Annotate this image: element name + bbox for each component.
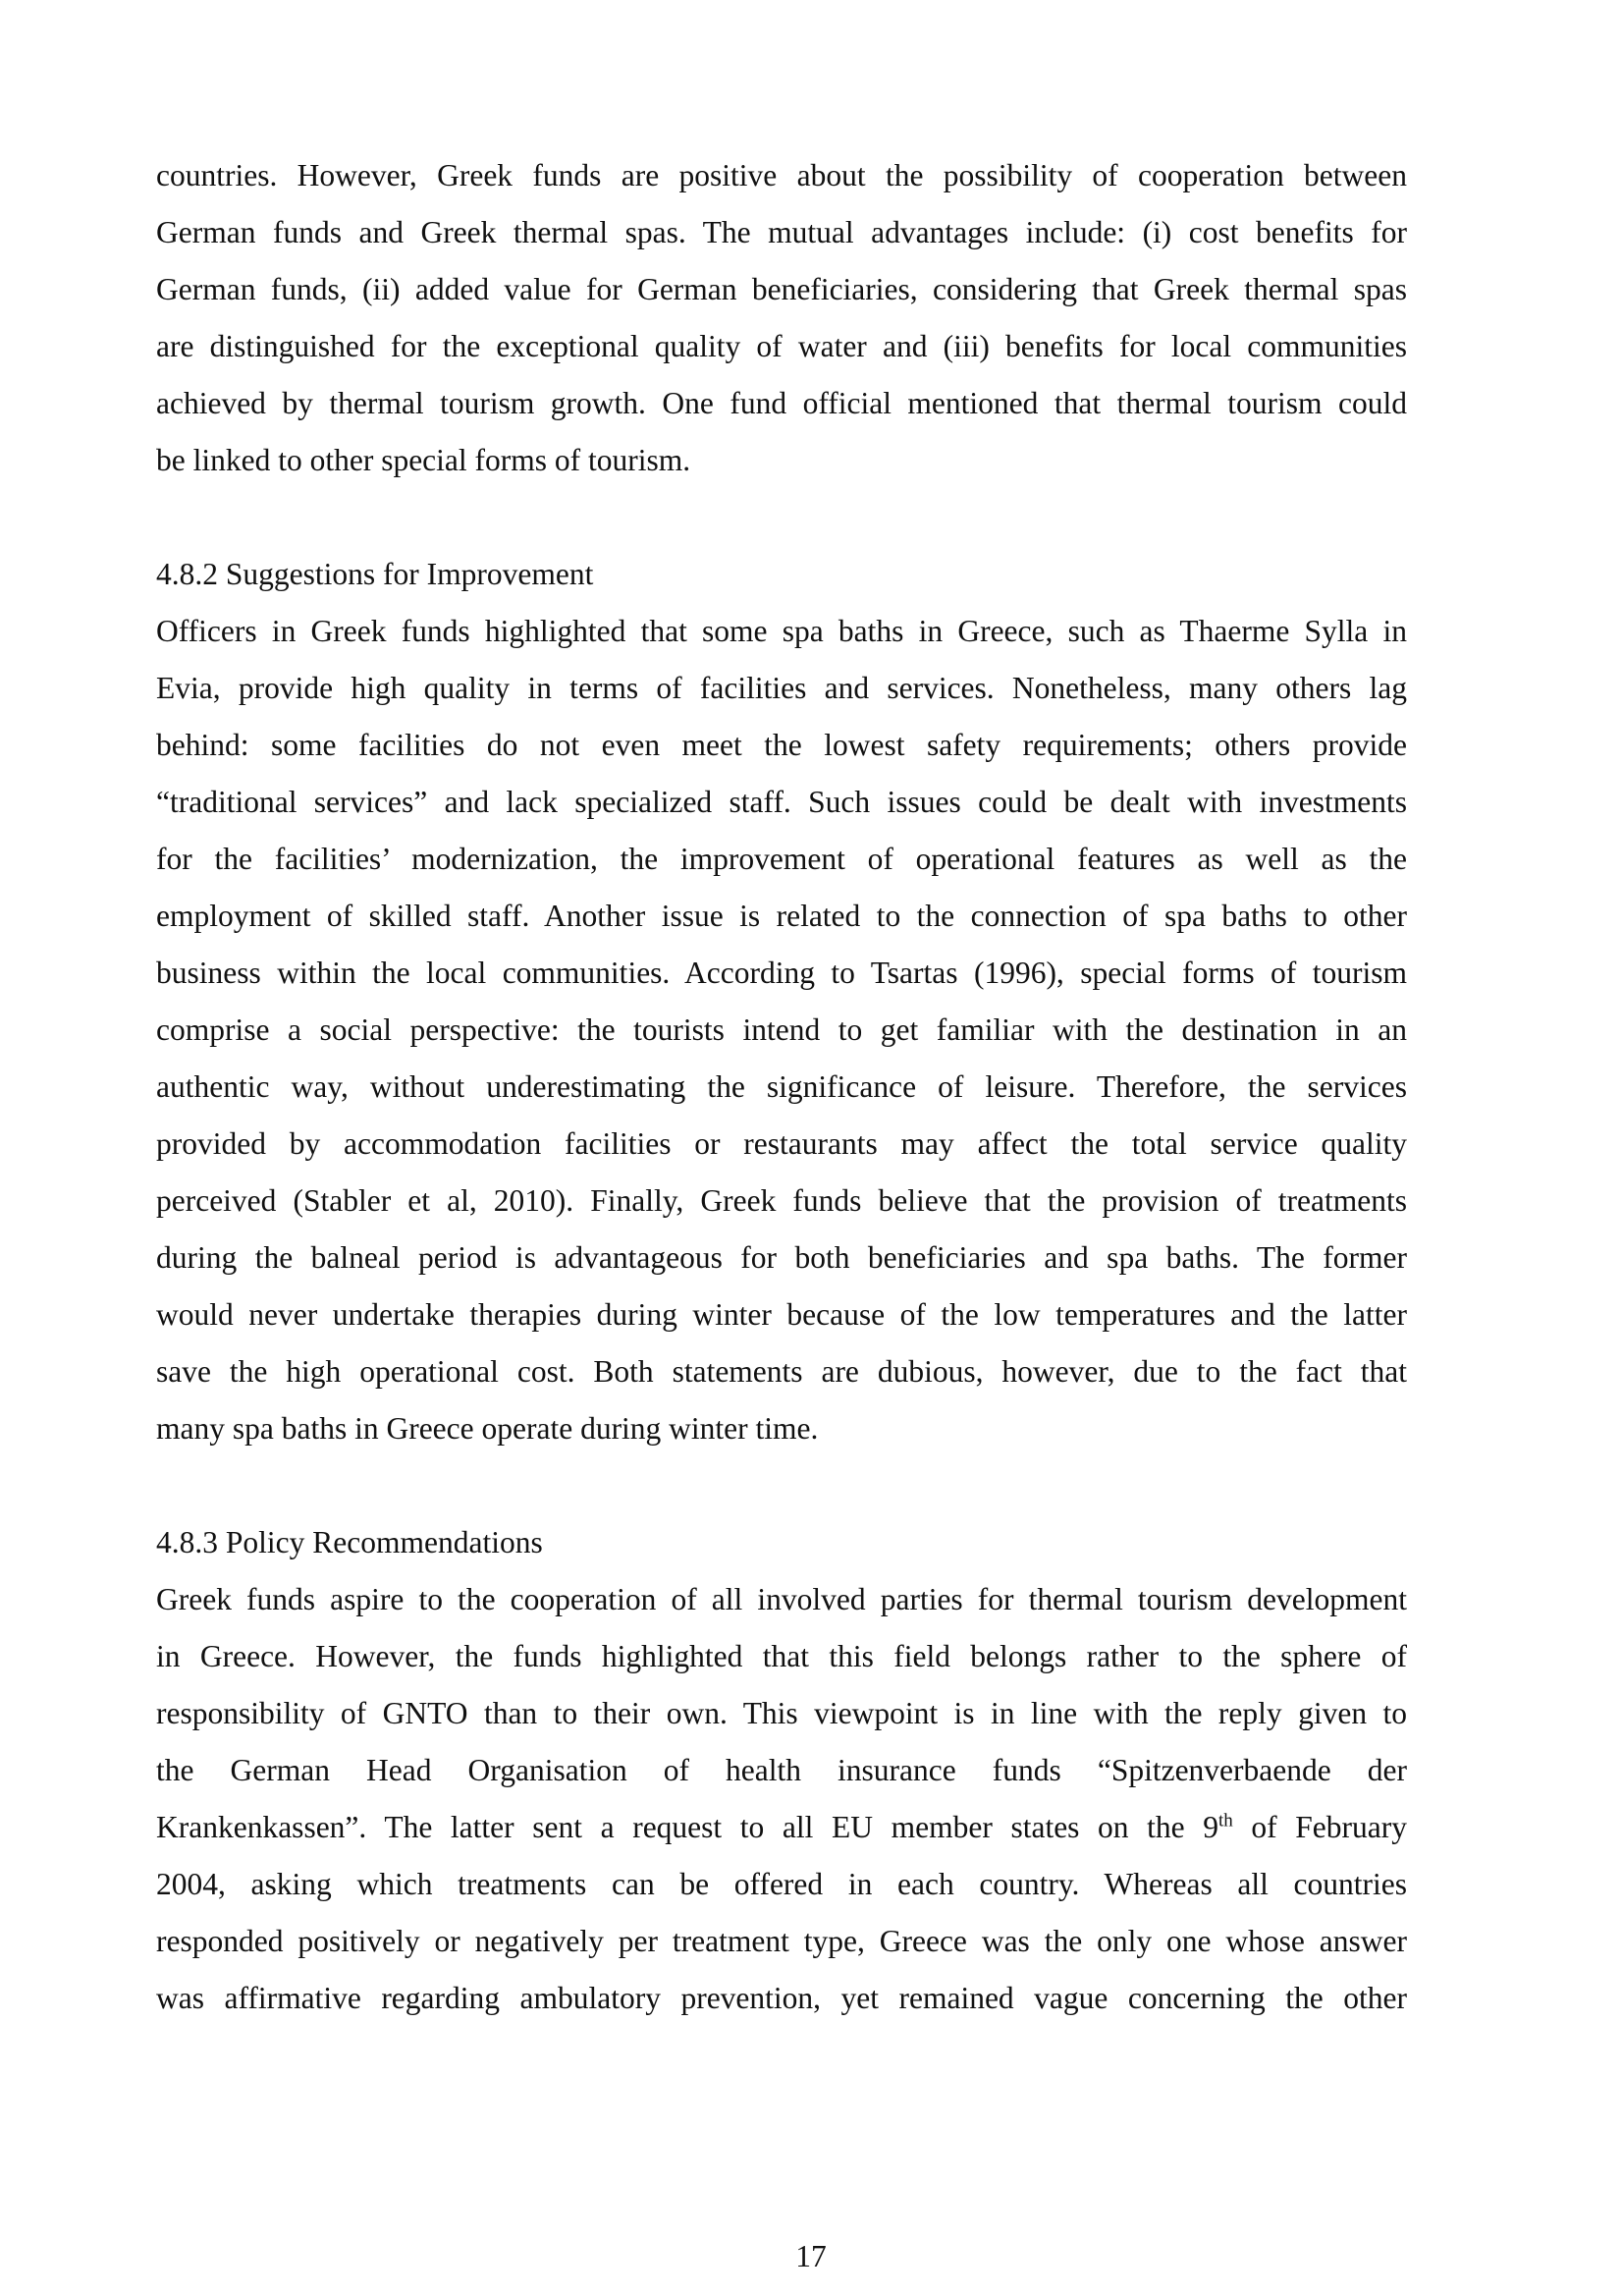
section-4-8-2-paragraph [156,603,1407,1457]
section-4-8-3-paragraph [156,1571,1407,2027]
ordinal-superscript: th [1218,1810,1233,1831]
paragraph-gap [156,489,1407,546]
section-heading-4-8-2: 4.8.2 Suggestions for Improvement [156,557,594,591]
text-line: achieved by thermal tourism growth. One fund official mentioned that thermal tourism could [156,386,1407,420]
text-line: provided by accommodation facilities or restaurants may affect the total service quality [156,1126,1407,1161]
text-line: in Greece. However, the funds highlighted that this field belongs rather to the sphere of [156,1639,1407,1673]
text-line: many spa baths in Greece operate during winter time. [156,1411,819,1446]
page-number: 17 [795,2239,827,2273]
text-fragment: Krankenkassen”. The latter sent a request to all EU member states on the 9 [156,1810,1219,1844]
text-line: Evia, provide high quality in terms of facilities and services. Nonetheless, many others lag [156,671,1407,705]
text-line: for the facilities’ modernization, the improvement of operational features as well as the [156,842,1407,876]
text-line: Officers in Greek funds highlighted that some spa baths in Greece, such as Thaerme Sylla in [156,614,1407,648]
text-line: German funds and Greek thermal spas. The mutual advantages include: (i) cost benefits for [156,215,1407,249]
paragraph-continued [156,147,1407,489]
page-body [156,147,1407,2027]
text-line: responded positively or negatively per treatment type, Greece was the only one whose answer [156,1924,1407,1958]
text-line: countries. However, Greek funds are positive about the possibility of cooperation between [156,158,1407,192]
text-fragment: of February [1232,1810,1408,1844]
text-line: perceived (Stabler et al, 2010). Finally, Greek funds believe that the provision of treatments [156,1183,1407,1218]
text-line: “traditional services” and lack specialized staff. Such issues could be dealt with investments [156,785,1407,819]
text-line: 2004, asking which treatments can be offered in each country. Whereas all countries [156,1867,1407,1901]
text-line: the German Head Organisation of health insurance funds “Spitzenverbaende der [156,1753,1407,1787]
text-line: behind: some facilities do not even meet the lowest safety requirements; others provide [156,728,1407,762]
text-line: responsibility of GNTO than to their own. This viewpoint is in line with the reply given to [156,1696,1407,1730]
paragraph-gap [156,1457,1407,1514]
text-line: comprise a social perspective: the tourists intend to get familiar with the destination in an [156,1012,1407,1047]
text-line: authentic way, without underestimating the significance of leisure. Therefore, the services [156,1069,1407,1104]
text-line: German funds, (ii) added value for German beneficiaries, considering that Greek thermal spas [156,272,1407,306]
text-line: employment of skilled staff. Another issue is related to the connection of spa baths to other [156,899,1407,933]
text-line: during the balneal period is advantageous for both beneficiaries and spa baths. The former [156,1240,1407,1275]
text-line: Greek funds aspire to the cooperation of all involved parties for thermal tourism development [156,1582,1407,1616]
text-line-with-superscript [156,1799,1407,1856]
text-line: was affirmative regarding ambulatory prevention, yet remained vague concerning the other [156,1981,1407,2015]
text-line: save the high operational cost. Both statements are dubious, however, due to the fact that [156,1354,1407,1389]
text-line: would never undertake therapies during winter because of the low temperatures and the latter [156,1297,1407,1332]
text-line: are distinguished for the exceptional quality of water and (iii) benefits for local communities [156,329,1407,363]
section-heading-4-8-3: 4.8.3 Policy Recommendations [156,1525,543,1559]
text-line: business within the local communities. According to Tsartas (1996), special forms of tourism [156,956,1407,990]
text-line: be linked to other special forms of tourism. [156,443,691,477]
